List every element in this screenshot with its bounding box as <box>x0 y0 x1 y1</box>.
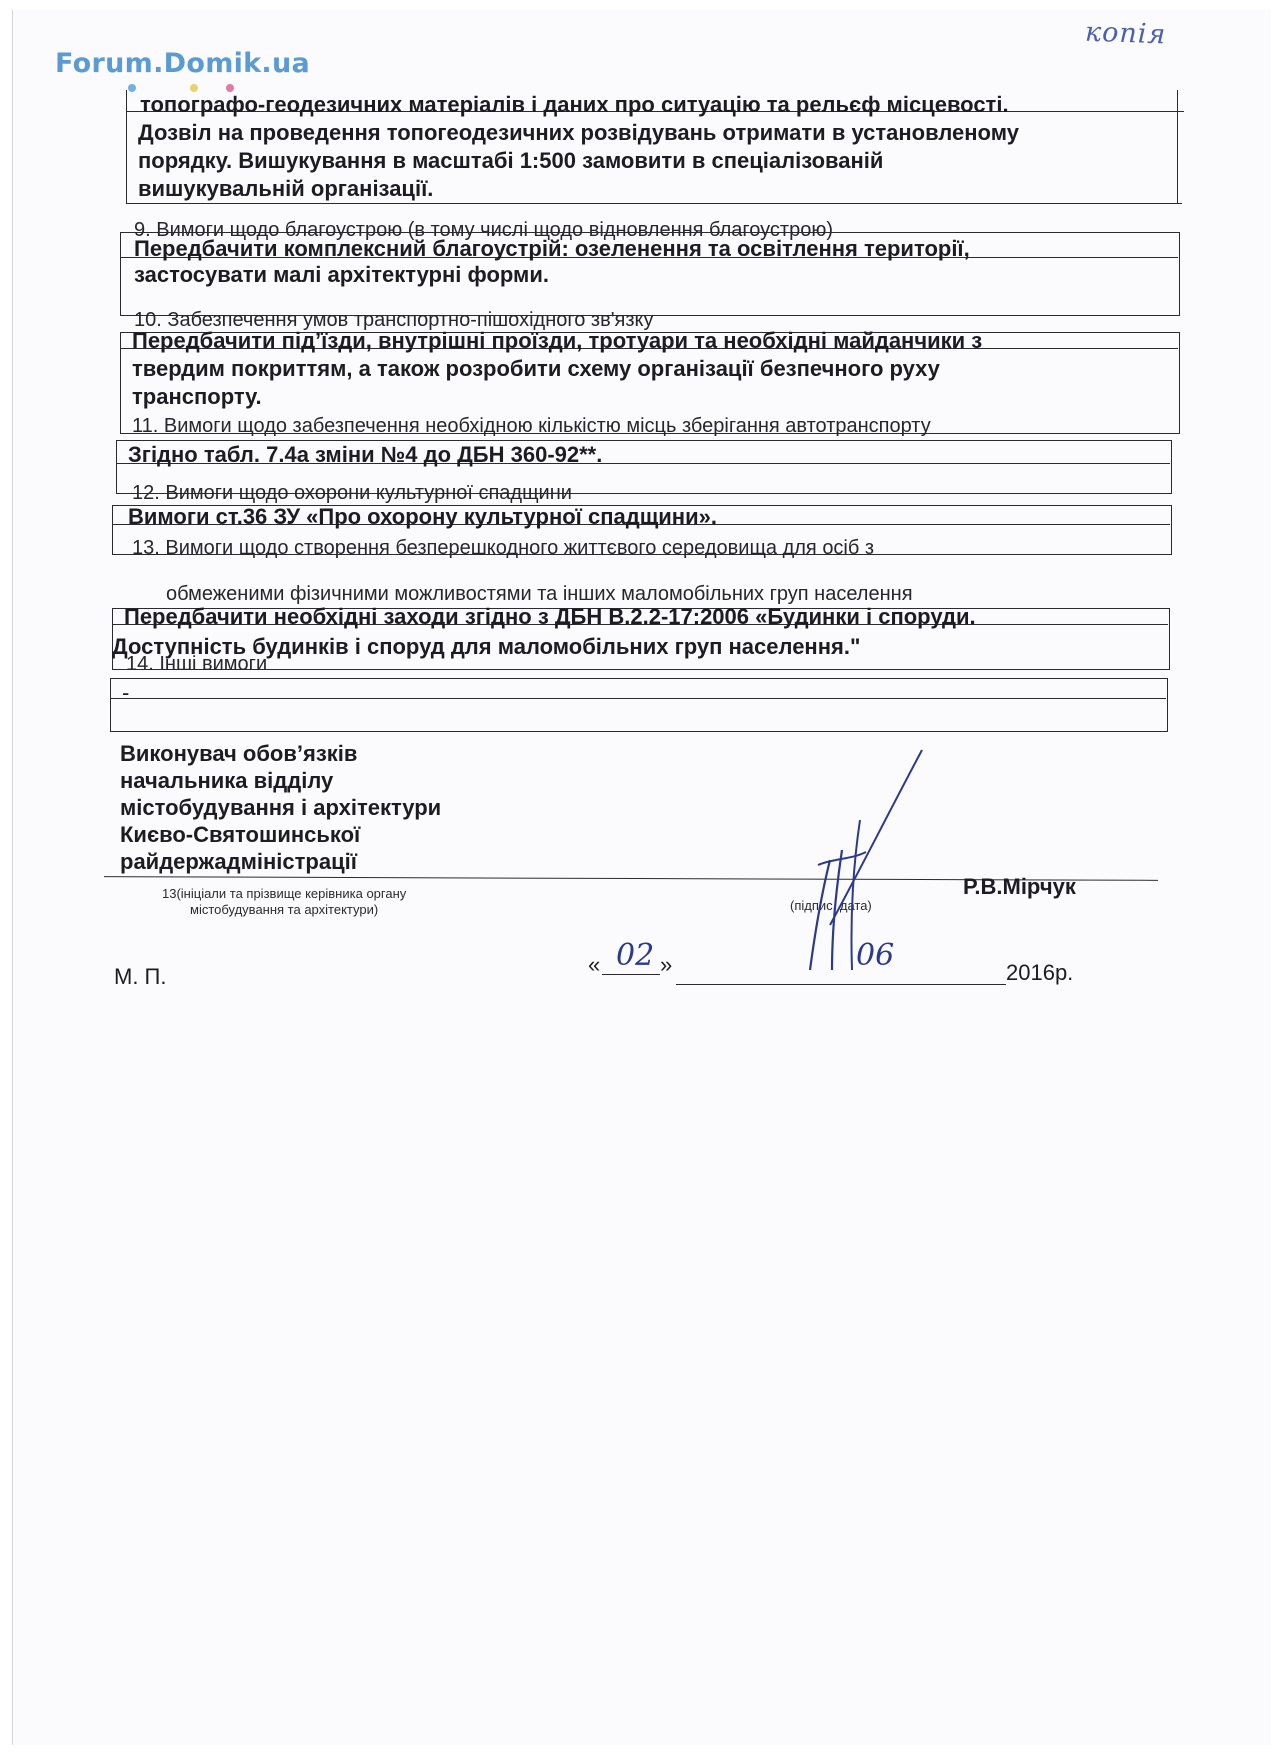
section-13-label-1: 13. Вимоги щодо створення безперешкодного життєвого середовища для осіб з <box>132 537 875 559</box>
section-13-body-1: Передбачити необхідні заходи згідно з ДБН В.2.2-17:2006 «Будинки і споруди. <box>124 604 976 629</box>
date-day: 02 <box>616 938 655 973</box>
section-8-line-3: порядку. Вишукування в масштабі 1:500 замовити в спеціалізованій <box>138 148 884 173</box>
signatory-title <box>120 740 441 875</box>
section-9-label: 9. Вимоги щодо благоустрою (в тому числі щодо відновлення благоустрою) <box>134 219 833 241</box>
section-8-line-2: Дозвіл на проведення топогеодезичних розвідувань отримати в установленому <box>138 120 1019 145</box>
section-10-body-2: твердим покриттям, а також розробити схему організації безпечного руху <box>132 356 940 381</box>
divider <box>126 203 1182 204</box>
signatory-title-line: начальника відділу <box>120 768 334 793</box>
section-13-label-2: обмеженими фізичними можливостями та інших маломобільних груп населення <box>166 583 913 605</box>
section-10-body-1: Передбачити під’їзди, внутрішні проїзди, тротуари та необхідні майданчики з <box>132 328 983 353</box>
section-8-line-1: топографо-геодезичних матеріалів і даних про ситуацію та рельєф місцевості. <box>140 92 1009 117</box>
section-8-line-4: вишукувальній організації. <box>138 176 434 201</box>
date-year: 2016р. <box>1006 960 1074 985</box>
divider <box>110 698 1166 699</box>
section-9-body-2: застосувати малі архітектурні форми. <box>134 262 549 287</box>
section-14-label: 14. Інші вимоги <box>126 653 268 675</box>
section-11-label: 11. Вимоги щодо забезпечення необхідною кількістю місць зберігання автотранспорту <box>132 415 931 437</box>
caption-left-1: 13(ініціали та прізвище керівника органу <box>162 886 407 901</box>
date-close-quote: » <box>660 952 673 977</box>
signatory-title-line: райдержадміністрації <box>120 849 357 874</box>
copy-handwritten-mark: копія <box>1084 16 1167 51</box>
signatory-name: Р.В.Мірчук <box>963 874 1076 899</box>
month-underline <box>676 984 1006 985</box>
signatory-title-line: Виконувач обов’язків <box>120 741 358 766</box>
section-9-body-1: Передбачити комплексний благоустрій: озеленення та освітлення території, <box>134 236 970 261</box>
caption-right: (підпис, дата) <box>790 898 872 913</box>
section-12-body: Вимоги ст.36 ЗУ «Про охорону культурної спадщини». <box>128 504 717 529</box>
section-14-box <box>110 678 1168 732</box>
watermark-logo: Forum.Domik.ua <box>55 48 311 79</box>
signatory-title-line: Києво-Святошинської <box>120 822 361 847</box>
section-14-body: - <box>122 680 130 705</box>
section-12-label: 12. Вимоги щодо охорони культурної спадщини <box>132 482 572 504</box>
section-10-label: 10. Забезпечення умов транспортно-пішохідного зв'язку <box>134 309 654 331</box>
date-open-quote: « <box>588 952 601 977</box>
section-13-body-2: Доступність будинків і споруд для маломобільних груп населення." <box>112 634 861 659</box>
date-month: 06 <box>856 938 895 973</box>
section-10-body-3: транспорту. <box>132 384 262 409</box>
day-underline <box>602 974 660 975</box>
signatory-title-line: містобудування і архітектури <box>120 795 442 820</box>
caption-left-2: містобудування та архітектури) <box>190 902 379 917</box>
section-11-body: Згідно табл. 7.4а зміни №4 до ДБН 360-92**. <box>128 442 603 467</box>
stamp-place: М. П. <box>114 964 167 989</box>
